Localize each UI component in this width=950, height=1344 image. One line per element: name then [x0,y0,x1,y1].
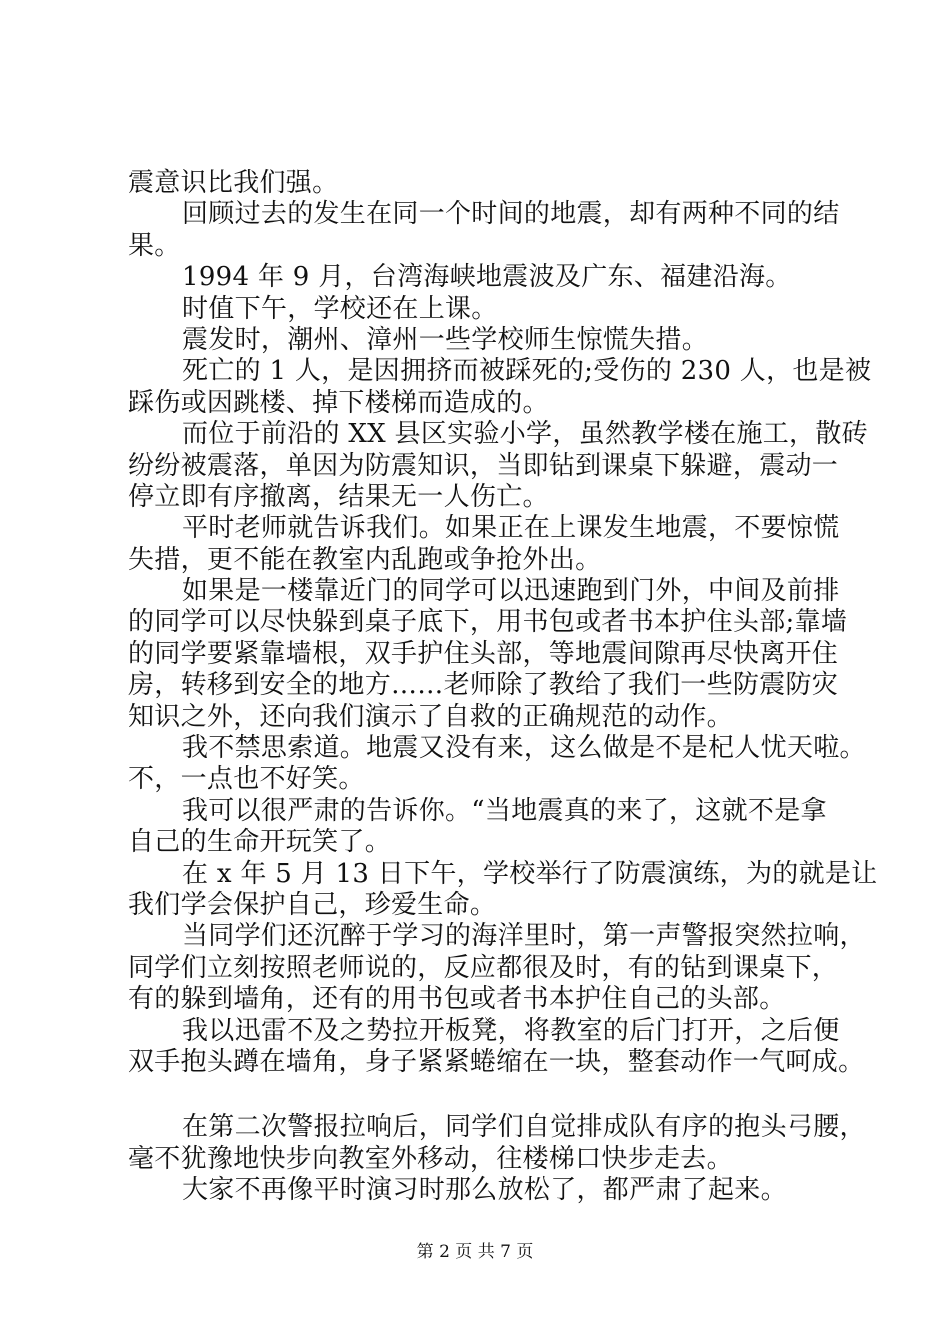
text-line: 毫不犹豫地快步向教室外移动，往楼梯口快步走去。 [128,1143,733,1174]
text-line: 震意识比我们强。 [128,168,339,198]
text-line: 知识之外，还向我们演示了自救的正确规范的动作。 [128,701,733,732]
paragraph-gap [128,1078,868,1112]
paragraph [128,1175,868,1206]
text-line: 在第二次警报拉响后，同学们自觉排成队有序的抱头弓腰， [182,1112,866,1143]
paragraph [128,921,868,1015]
text-line: 果。 [128,230,181,261]
paragraph [128,294,868,325]
text-line: 我可以很严肃的告诉你。“当地震真的来了，这就不是拿 [182,795,827,826]
text-line: 而位于前沿的 XX 县区实验小学，虽然教学楼在施工，散砖 [182,419,868,450]
paragraph [128,576,868,733]
paragraph [128,168,868,199]
text-line: 的同学可以尽快躲到桌子底下，用书包或者书本护住头部;靠墙 [128,607,848,638]
paragraph [128,1016,868,1079]
paragraph [128,513,868,576]
text-line: 时值下午，学校还在上课。 [182,293,498,324]
text-line: 同学们立刻按照老师说的，反应都很及时，有的钻到课桌下， [128,952,839,983]
text-line: 不，一点也不好笑。 [128,764,365,795]
text-line: 双手抱头蹲在墙角，身子紧紧蜷缩在一块，整套动作一气呵成。 [128,1046,865,1077]
text-line: 1994 年 9 月，台湾海峡地震波及广东、福建沿海。 [182,262,792,293]
paragraph [128,1112,868,1175]
text-line: 在 x 年 5 月 13 日下午，学校举行了防震演练，为的就是让 [182,858,878,889]
text-line: 踩伤或因跳楼、掉下楼梯而造成的。 [128,387,549,418]
paragraph [128,858,878,922]
document-body [128,168,878,1207]
text-line: 有的躲到墙角，还有的用书包或者书本护住自己的头部。 [128,984,786,1015]
text-line: 如果是一楼靠近门的同学可以迅速跑到门外，中间及前排 [182,576,840,607]
text-line: 失措，更不能在教室内乱跑或争抢外出。 [128,544,602,575]
text-line: 纷纷被震落，单因为防震知识，当即钻到课桌下躲避，震动一 [128,450,839,481]
text-line: 房，转移到安全的地方……老师除了教给了我们一些防震防灾 [128,670,839,701]
text-line: 死亡的 1 人，是因拥挤而被踩死的;受伤的 230 人，也是被 [182,356,872,387]
text-line: 大家不再像平时演习时那么放松了，都严肃了起来。 [182,1175,787,1206]
paragraph [128,419,868,513]
paragraph [128,199,868,262]
text-line: 我们学会保护自己，珍爱生命。 [128,889,497,920]
paragraph [128,733,868,796]
paragraph [128,796,868,859]
text-line: 平时老师就告诉我们。如果正在上课发生地震，不要惊慌 [182,513,840,544]
paragraph [128,262,868,293]
text-line: 的同学要紧靠墙根，双手护住头部，等地震间隙再尽快离开住 [128,638,839,669]
text-line: 回顾过去的发生在同一个时间的地震，却有两种不同的结 [182,199,840,230]
text-line: 震发时，潮州、漳州一些学校师生惊慌失措。 [182,324,709,355]
text-line: 我不禁思索道。地震又没有来，这么做是不是杞人忧天啦。 [182,733,866,764]
paragraph [128,325,868,356]
paragraph [128,356,872,419]
text-line: 我以迅雷不及之势拉开板凳，将教室的后门打开，之后便 [182,1015,840,1046]
text-line: 当同学们还沉醉于学习的海洋里时，第一声警报突然拉响， [182,921,866,952]
text-line: 自己的生命开玩笑了。 [128,827,392,858]
text-line: 停立即有序撤离，结果无一人伤亡。 [128,481,549,512]
page-number-footer: 第 2 页 共 7 页 [416,1242,534,1262]
